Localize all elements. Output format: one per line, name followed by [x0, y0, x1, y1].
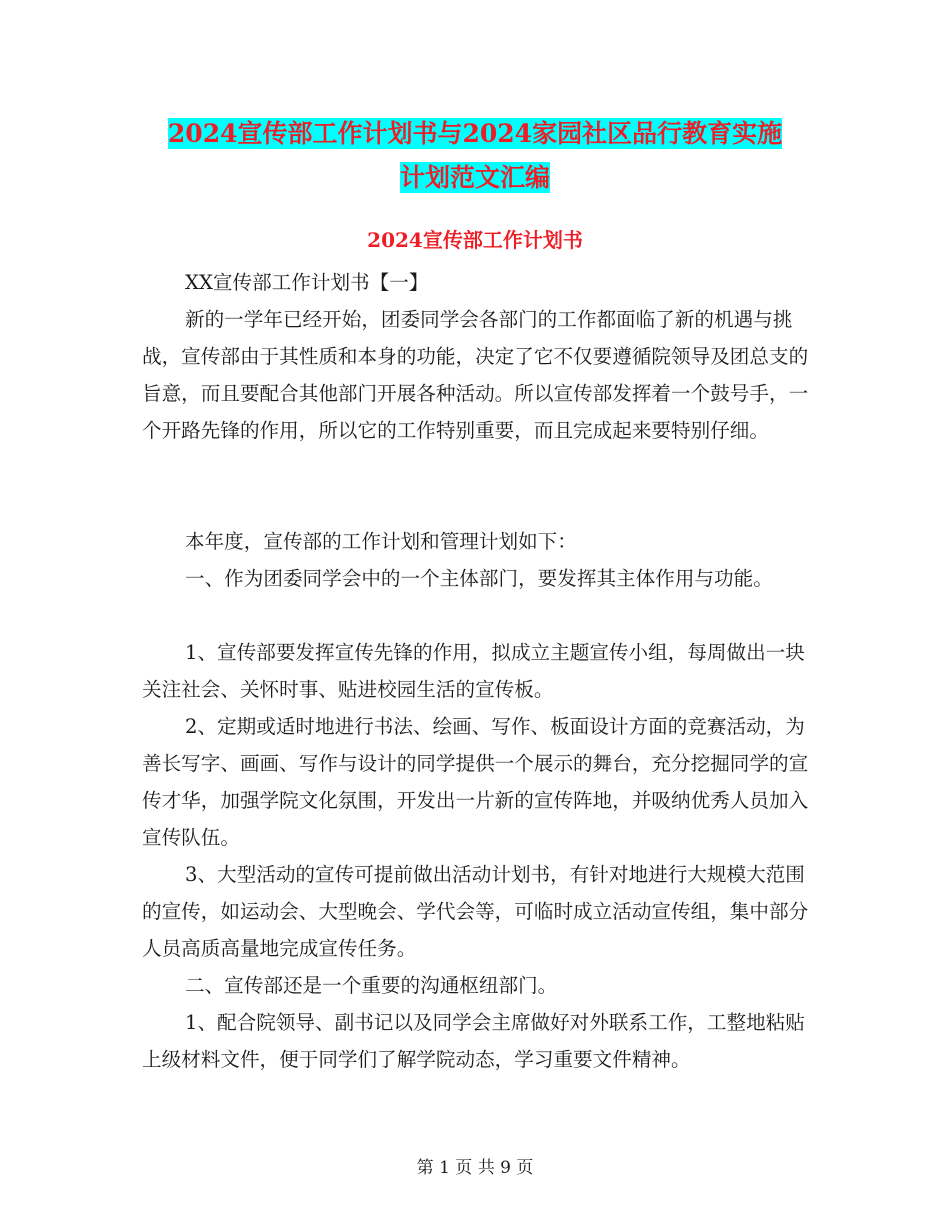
paragraph-subtitle: XX宣传部工作计划书【一】 — [185, 271, 429, 294]
document-title-line-2 — [0, 158, 950, 194]
page-number-footer: 第 1 页 共 9 页 — [416, 1158, 534, 1178]
paragraph-item-1-3: 3、大型活动的宣传可提前做出活动计划书，有针对地进行大规模大范围的宣传，如运动会、大型晚会、学代会等，可临时成立活动宣传组，集中部分人员高质高量地完成宣传任务。 — [142, 863, 809, 960]
section-heading: 2024宣传部工作计划书 — [367, 228, 583, 252]
paragraph-item-two: 二、宣传部还是一个重要的沟通枢纽部门。 — [185, 974, 558, 997]
document-title-line-1 — [0, 114, 950, 150]
paragraph-item-one: 一、作为团委同学会中的一个主体部门，要发挥其主体作用与功能。 — [185, 567, 773, 590]
title-highlight-1: 2024宣传部工作计划书与2024家园社区品行教育实施 — [167, 119, 783, 148]
paragraph-plan-lead: 本年度，宣传部的工作计划和管理计划如下： — [185, 530, 577, 553]
title-highlight-2: 计划范文汇编 — [399, 163, 550, 192]
paragraph-intro: 新的一学年已经开始，团委同学会各部门的工作都面临了新的机遇与挑战，宣传部由于其性质和本身的功能，决定了它不仅要遵循院领导及团总支的旨意，而且要配合其他部门开展各种活动。所以宣传部发挥着一个鼓号手，一个开路先锋的作用，所以它的工作特别重要，而且完成起来要特别仔细。 — [142, 308, 809, 442]
paragraph-item-1-2: 2、定期或适时地进行书法、绘画、写作、板面设计方面的竞赛活动，为善长写字、画画、写作与设计的同学提供一个展示的舞台，充分挖掘同学的宣传才华，加强学院文化氛围，开发出一片新的宣传阵地，并吸纳优秀人员加入宣传队伍。 — [142, 715, 809, 849]
paragraph-item-1-1: 1、宣传部要发挥宣传先锋的作用，拟成立主题宣传小组，每周做出一块关注社会、关怀时事、贴进校园生活的宣传板。 — [142, 641, 805, 701]
paragraph-item-2-1: 1、配合院领导、副书记以及同学会主席做好对外联系工作，工整地粘贴上级材料文件，便于同学们了解学院动态，学习重要文件精神。 — [142, 1011, 805, 1071]
